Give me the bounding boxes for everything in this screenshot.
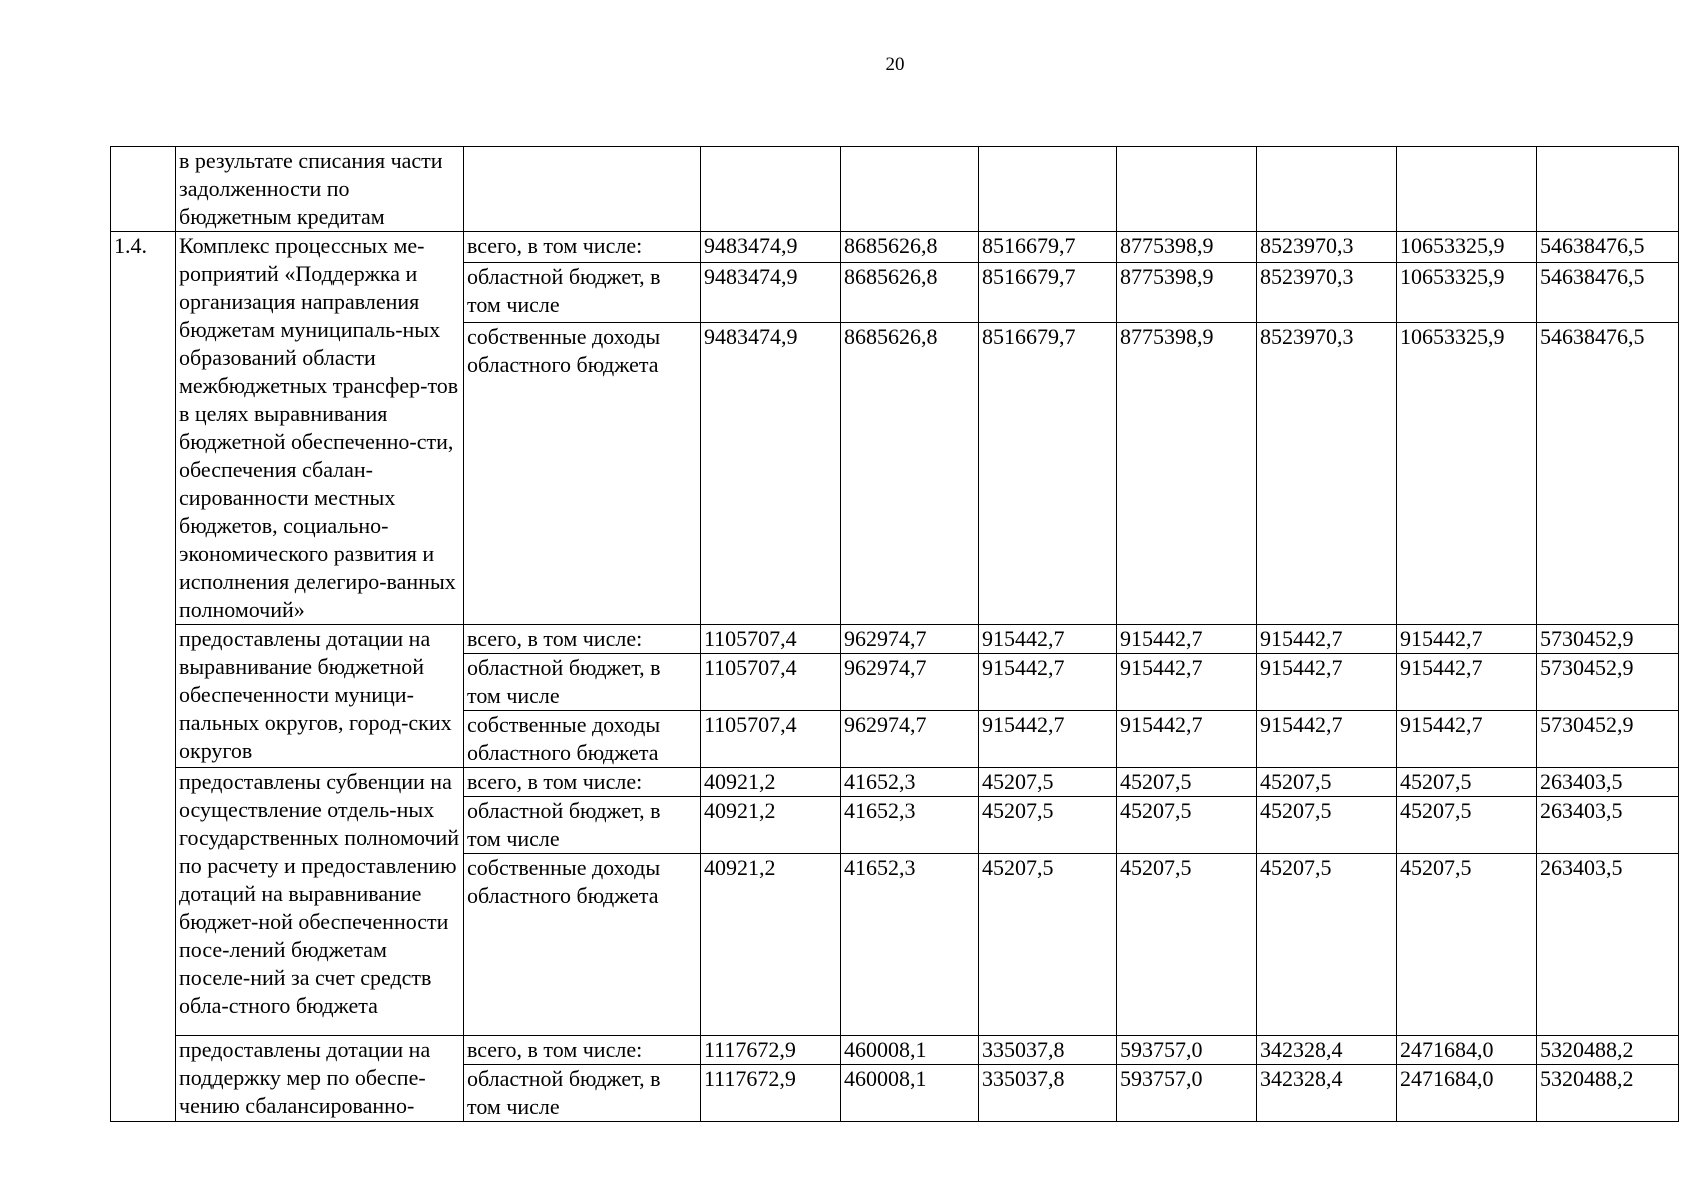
value-cell: 962974,7 [841, 711, 979, 768]
value-cell: 45207,5 [1397, 768, 1537, 797]
value-cell: 1105707,4 [701, 654, 841, 711]
value-cell: 10653325,9 [1397, 322, 1537, 624]
measure-description: предоставлены дотации на поддержку мер по обеспе-чению сбалансированно- [176, 1036, 464, 1122]
value-cell: 41652,3 [841, 854, 979, 1036]
value-cell: 915442,7 [1257, 711, 1397, 768]
value-cell: 45207,5 [1257, 768, 1397, 797]
value-cell: 45207,5 [979, 854, 1117, 1036]
value-cell: 8523970,3 [1257, 322, 1397, 624]
value-cell: 460008,1 [841, 1036, 979, 1065]
funding-source: всего, в том числе: [464, 232, 701, 263]
value-cell: 915442,7 [1117, 625, 1257, 654]
value-cell: 1105707,4 [701, 625, 841, 654]
funding-source: областной бюджет, в том числе [464, 654, 701, 711]
page-number: 20 [885, 54, 905, 75]
value-cell: 8516679,7 [979, 232, 1117, 263]
value-cell: 460008,1 [841, 1065, 979, 1122]
table-row [111, 1036, 1679, 1065]
value-cell: 915442,7 [1117, 654, 1257, 711]
value-cell: 9483474,9 [701, 322, 841, 624]
row-number: 1.4. [111, 232, 176, 1122]
funding-source: областной бюджет, в том числе [464, 797, 701, 854]
value-cell: 915442,7 [1117, 711, 1257, 768]
funding-source: собственные доходы областного бюджета [464, 711, 701, 768]
continuation-text: в результате списания части задолженности по бюджетным кредитам [176, 147, 464, 232]
value-cell: 9483474,9 [701, 232, 841, 263]
table-row [111, 232, 1679, 263]
value-cell: 8775398,9 [1117, 262, 1257, 322]
value-cell: 915442,7 [979, 711, 1117, 768]
value-cell: 54638476,5 [1537, 262, 1679, 322]
funding-source: областной бюджет, в том числе [464, 262, 701, 322]
value-cell: 263403,5 [1537, 797, 1679, 854]
measure-description: Комплекс процессных ме-роприятий «Поддержка и организация направления бюджетам муниципаль-ных образований области межбюджетных трансфер-тов в целях выравнивания бюджетной обеспеченно-сти, обеспечения сбалан-сированности местных бюджетов, социально-экономического развития и исполнения делегиро-ванных полномочий» [176, 232, 464, 625]
value-cell: 915442,7 [1257, 625, 1397, 654]
value-cell: 5320488,2 [1537, 1036, 1679, 1065]
value-cell: 54638476,5 [1537, 322, 1679, 624]
value-cell: 263403,5 [1537, 768, 1679, 797]
value-cell: 8775398,9 [1117, 232, 1257, 263]
value-cell: 45207,5 [1117, 797, 1257, 854]
value-cell: 9483474,9 [701, 262, 841, 322]
value-cell: 335037,8 [979, 1065, 1117, 1122]
value-cell: 45207,5 [1257, 797, 1397, 854]
value-cell: 10653325,9 [1397, 262, 1537, 322]
value-cell: 8516679,7 [979, 262, 1117, 322]
table-body [111, 147, 1679, 1122]
funding-source: всего, в том числе: [464, 768, 701, 797]
funding-source: всего, в том числе: [464, 1036, 701, 1065]
value-cell: 45207,5 [979, 797, 1117, 854]
value-cell: 8685626,8 [841, 232, 979, 263]
table-row-continuation [111, 147, 1679, 232]
value-cell: 5730452,9 [1537, 654, 1679, 711]
value-cell: 593757,0 [1117, 1065, 1257, 1122]
value-cell: 263403,5 [1537, 854, 1679, 1036]
row-number-cell [111, 147, 176, 232]
value-cell: 915442,7 [1397, 654, 1537, 711]
value-cell: 54638476,5 [1537, 232, 1679, 263]
value-cell: 1117672,9 [701, 1036, 841, 1065]
value-cell: 335037,8 [979, 1036, 1117, 1065]
value-cell: 915442,7 [1397, 625, 1537, 654]
value-cell: 1105707,4 [701, 711, 841, 768]
value-cell: 2471684,0 [1397, 1065, 1537, 1122]
value-cell: 40921,2 [701, 768, 841, 797]
funding-source: областной бюджет, в том числе [464, 1065, 701, 1122]
value-cell: 5320488,2 [1537, 1065, 1679, 1122]
value-cell: 915442,7 [1257, 654, 1397, 711]
value-cell: 962974,7 [841, 654, 979, 711]
value-cell: 41652,3 [841, 797, 979, 854]
funding-source: собственные доходы областного бюджета [464, 854, 701, 1036]
value-cell: 342328,4 [1257, 1036, 1397, 1065]
value-cell: 8775398,9 [1117, 322, 1257, 624]
value-cell: 10653325,9 [1397, 232, 1537, 263]
value-cell: 8685626,8 [841, 262, 979, 322]
value-cell: 45207,5 [1117, 854, 1257, 1036]
value-cell: 5730452,9 [1537, 625, 1679, 654]
value-cell: 8516679,7 [979, 322, 1117, 624]
funding-source: собственные доходы областного бюджета [464, 322, 701, 624]
source-cell [464, 147, 701, 232]
value-cell: 45207,5 [1397, 854, 1537, 1036]
value-cell: 915442,7 [979, 654, 1117, 711]
value-cell: 45207,5 [1257, 854, 1397, 1036]
value-cell: 915442,7 [1397, 711, 1537, 768]
value-cell: 915442,7 [979, 625, 1117, 654]
value-cell: 593757,0 [1117, 1036, 1257, 1065]
value-cell: 41652,3 [841, 768, 979, 797]
value-cell: 8685626,8 [841, 322, 979, 624]
measure-description: предоставлены дотации на выравнивание бюджетной обеспеченности муници-пальных округов, город-ских округов [176, 625, 464, 768]
value-cell: 45207,5 [1397, 797, 1537, 854]
value-cell: 2471684,0 [1397, 1036, 1537, 1065]
budget-table [110, 146, 1679, 1122]
value-cell: 1117672,9 [701, 1065, 841, 1122]
value-cell: 5730452,9 [1537, 711, 1679, 768]
value-cell: 8523970,3 [1257, 232, 1397, 263]
value-cell: 342328,4 [1257, 1065, 1397, 1122]
value-cell: 8523970,3 [1257, 262, 1397, 322]
funding-source: всего, в том числе: [464, 625, 701, 654]
value-cell: 40921,2 [701, 797, 841, 854]
table-row [111, 768, 1679, 797]
value-cell: 962974,7 [841, 625, 979, 654]
measure-description: предоставлены субвенции на осуществление отдель-ных государственных полномочий по расчету и предоставлению дотаций на выравнивание бюджет-ной обеспеченности посе-лений бюджетам поселе-ний за счет средств обла-стного бюджета [176, 768, 464, 1036]
value-cell: 45207,5 [979, 768, 1117, 797]
value-cell: 40921,2 [701, 854, 841, 1036]
value-cell: 45207,5 [1117, 768, 1257, 797]
table-row [111, 625, 1679, 654]
